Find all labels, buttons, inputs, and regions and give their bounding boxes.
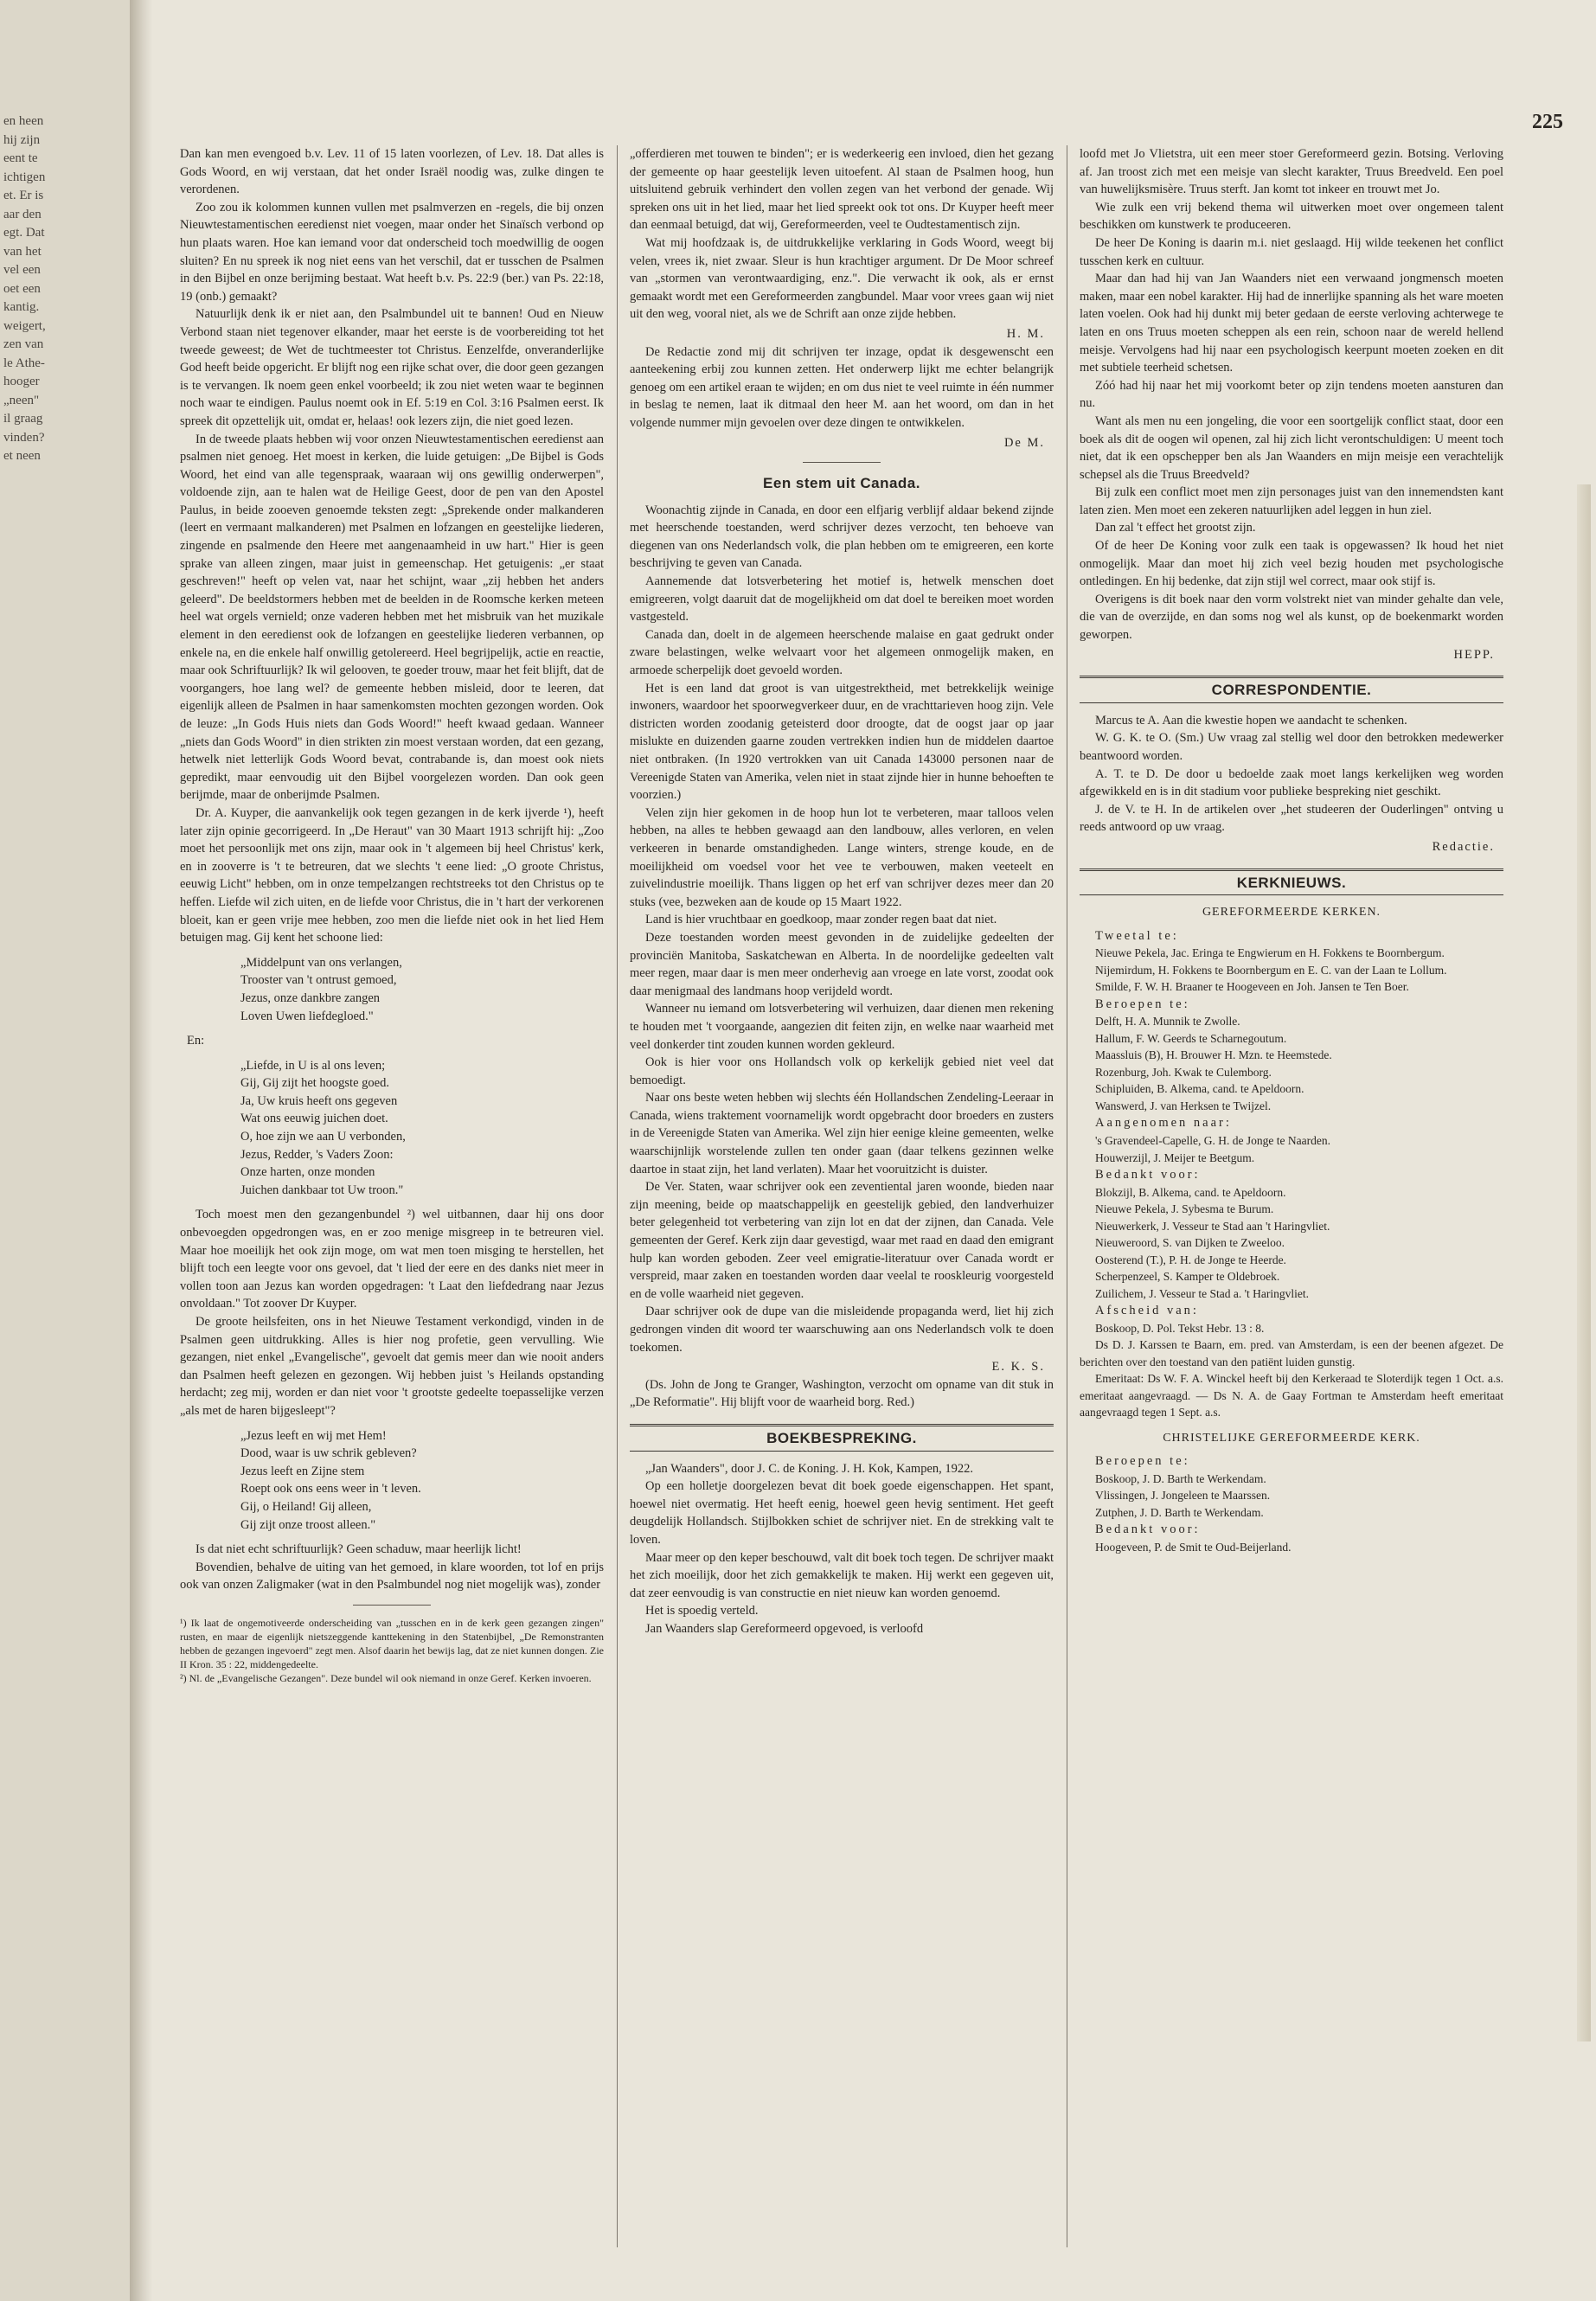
paragraph: Dr. A. Kuyper, die aanvankelijk ook tegen gezangen in de kerk ijverde ¹), heeft later zijn opinie gecorrigeerd. In „De Heraut" van 30 Maart 1913 schrijft hij: „Zoo moet het persoonlijk met ons zijn, maar ook in 't algemeen bij heel Christus' kerk, en in zooverre is 't te betreuren, dat we slechts 't eene lied: „O groote Christus, eeuwig Licht" hebben, om in onze tempelzangen rechtstreeks tot den Christus op te heffen. Liefde wil zich uiten, en de liefde voor Christus, die in 't hart der verkorenen bloeit, kan er geen vrije mee hebben, zoo men die liefde niet ook in het lied Hem betuigen mag. Gij kent het schoone lied: <box>180 805 604 945</box>
footnote: ²) Nl. de „Evangelische Gezangen". Deze bundel wil ook niemand in onze Geref. Kerken invoeren. <box>180 1671 592 1684</box>
footnotes <box>180 1616 604 1685</box>
list-item: Rozenburg, Joh. Kwak te Culemborg. <box>1095 1065 1272 1079</box>
poem-line: Jezus leeft en Zijne stem <box>240 1464 365 1478</box>
list-item: Nieuweroord, S. van Dijken te Zweeloo. <box>1095 1236 1285 1250</box>
poem-line: O, hoe zijn we aan U verbonden, <box>240 1130 406 1144</box>
list-item: Ds D. J. Karssen te Baarn, em. pred. van Amsterdam, is een der beenen afgezet. De berichten over den toestand van den patiënt luiden gunstig. <box>1080 1338 1503 1368</box>
list-item: Nieuwerkerk, J. Vesseur te Stad aan 't Haringvliet. <box>1095 1219 1330 1233</box>
paragraph: Land is hier vruchtbaar en goedkoop, maar zonder regen baat dat niet. <box>645 913 997 927</box>
list-item: Nijemirdum, H. Fokkens te Boornbergum en E. C. van der Laan te Lollum. <box>1095 963 1447 977</box>
footnote: ¹) Ik laat de ongemotiveerde onderscheiding van „tusschen en in de kerk geen gezangen zingen" rusten, en maar de eigenlijk nietszeggende kanttekening in den Statenbijbel, „De Remonstranten hebben de gezangen ingevoerd" zegt men. Alsof daarin het bewijs lag, dat ze niet kunnen dongen. Zie II Kron. 35 : 22, middengedeelte. <box>180 1616 604 1670</box>
signature: De M. <box>1003 435 1045 450</box>
paragraph: Wanneer nu iemand om lotsverbetering wil verhuizen, daar dienen men rekening te houden met 't voorgaande, aangezien dit feiten zijn, en welke naar waarheid met veel donkerder tint zouden kunnen worden gekleurd. <box>630 1002 1054 1052</box>
paragraph: „offerdieren met touwen te binden"; er is wederkeerig een invloed, dien het gezang der gemeente op haar geestelijk leven uitoefent. Al staan de Psalmen hoog, hun uitsluitend gebruik verhindert den vollen zegen van het verbond der genade. Wij spreken ons uit in het lied, maar het lied spreekt ook tot ons. Dr Kuyper heeft meer dan eenmaal betuigd, dat wij, Gereformeerden, veel te Oudtestamentisch zijn. <box>630 147 1054 233</box>
list-item: Delft, H. A. Munnik te Zwolle. <box>1095 1015 1240 1029</box>
subheading: CHRISTELIJKE GEREFORMEERDE KERK. <box>1163 1431 1420 1445</box>
paragraph: De Redactie zond mij dit schrijven ter inzage, opdat ik desgewenscht een aanteekening erbij zou kunnen zetten. Het onderwerp lijkt me echter belangrijk genoeg om een artikel eraan te wijden; en om dus niet te veel ruimte in één nummer in beslag te nemen, laat ik ditmaal den heer M. aan het woord, om dan in het volgende nummer mijn gevoelen over deze dingen te ontwikkelen. <box>630 344 1054 430</box>
divider <box>803 462 881 463</box>
paragraph: Bovendien, behalve de uiting van het gemoed, in klare woorden, tot lof en prijs ook van onzen Zaligmaker (wat in den Psalmbundel nog niet mogelijk was), zonder <box>180 1560 604 1593</box>
poem-line: Jezus, Redder, 's Vaders Zoon: <box>240 1147 394 1162</box>
paragraph: Aannemende dat lotsverbetering het motief is, hetwelk menschen doet emigreeren, volgt daaruit dat de mogelijkheid om dat doel te bereiken moet worden vastgesteld. <box>630 574 1054 625</box>
paragraph: Op een holletje doorgelezen bevat dit boek goede eigenschappen. Het spant, hoewel niet overmatig. Het heeft eenig, hoewel geen hevig sentiment. Het geeft deugdelijk Hollandsch. Stijlbokken schiet de schrijver niet. En de strekking valt te loven. <box>630 1479 1054 1547</box>
poem-line: Gij, Gij zijt het hoogste goed. <box>240 1076 389 1091</box>
emeritaat-notice: Emeritaat: Ds W. F. A. Winckel heeft bij den Kerkeraad te Sloterdijk tegen 1 Oct. a.s. emeritaat aangevraagd. — Ds N. A. de Gaay Fortman te Amsterdam heeft emeritaat aangevraagd tegen 1 Sept. a.s. <box>1080 1372 1503 1420</box>
list-item: Nieuwe Pekela, J. Sybesma te Burum. <box>1095 1202 1274 1216</box>
list-item: Boskoop, D. Pol. Tekst Hebr. 13 : 8. <box>1095 1321 1265 1335</box>
signature: HEPP. <box>1453 647 1495 662</box>
correspondence-item: J. de V. te H. In de artikelen over „het studeeren der Ouderlingen" ontving u reeds antwoord op uw vraag. <box>1080 802 1503 835</box>
poem-label: En: <box>187 1034 205 1048</box>
correspondence-item: A. T. te D. De door u bedoelde zaak moet langs kerkelijken weg worden afgewikkeld en is in dit stadium voor publieke bespreking niet geschikt. <box>1080 766 1503 799</box>
list-label: Tweetal te: <box>1095 928 1179 943</box>
margin-fragment: en heen hij zijn eent te ichtigen et. Er is aar den egt. Dat van het vel een oet een kantig. weigert, zen van le Athe- hooger „neen" il graag vinden? et neen <box>3 114 46 463</box>
poem-line: Roept ook ons eens weer in 't leven. <box>240 1482 421 1497</box>
poem-line: „Middelpunt van ons verlangen, <box>240 955 402 970</box>
poem-line: Ja, Uw kruis heeft ons gegeven <box>240 1093 398 1108</box>
list-item: Zutphen, J. D. Barth te Werkendam. <box>1095 1505 1264 1519</box>
list-label: Bedankt voor: <box>1095 1168 1201 1183</box>
list-item: Zuilichem, J. Vesseur te Stad a. 't Haringvliet. <box>1095 1286 1310 1300</box>
previous-page-edge <box>0 0 131 2301</box>
paragraph: Canada dan, doelt in de algemeen heerschende malaise en gaat gedrukt onder zware belastingen, welke welvaart voor het algemeen onmogelijk maken, en armoede scherpelijk doet gevoeld worden. <box>630 627 1054 678</box>
poem-line: Gij zijt onze troost alleen." <box>240 1517 376 1532</box>
paragraph: Wie zulk een vrij bekend thema wil uitwerken moet over ongemeen talent beschikken om kunstwerk te produceeren. <box>1080 200 1503 233</box>
list-label: Bedankt voor: <box>1095 1522 1201 1537</box>
list-label: Aangenomen naar: <box>1095 1116 1232 1131</box>
poem-line: „Liefde, in U is al ons leven; <box>240 1058 386 1073</box>
list-item: 's Gravendeel-Capelle, G. H. de Jonge te Naarden. <box>1095 1134 1330 1148</box>
list-item: Scherpenzeel, S. Kamper te Oldebroek. <box>1095 1270 1280 1284</box>
poem-2 <box>240 1057 604 1200</box>
page-fold <box>130 0 152 2301</box>
paragraph: Bij zulk een conflict moet men zijn personages juist van den innemendsten kant laten zien. Men moet een zekeren natuurlijken adel leggen in hun ziel. <box>1080 485 1503 517</box>
list-item: Houwerzijl, J. Meijer te Beetgum. <box>1095 1150 1255 1164</box>
book-title: „Jan Waanders", door J. C. de Koning. J. H. Kok, Kampen, 1922. <box>645 1461 974 1476</box>
signature: E. K. S. <box>991 1360 1045 1375</box>
poem-line: Loven Uwen liefdegloed." <box>240 1009 374 1023</box>
poem-line: „Jezus leeft en wij met Hem! <box>240 1428 387 1443</box>
list-item: Wanswerd, J. van Herksen te Twijzel. <box>1095 1099 1272 1112</box>
list-label: Afscheid van: <box>1095 1304 1199 1318</box>
paragraph: Het is spoedig verteld. <box>645 1604 759 1618</box>
paragraph: Zoo zou ik kolommen kunnen vullen met psalmverzen en -regels, die bij onzen Nieuwtestamentischen eeredienst niet voegen, maar onder het Sinaïsch verbond op hun plaats waren. Hoe kan iemand voor dat onderscheid toch moedwillig de oogen sluiten? En nu spreek ik nog niet eens van het verschil, dat er tusschen de Psalmen in den Bijbel en onze berijming bestaat. Wat heeft b.v. Ps. 22:9 (ber.) van Ps. 22:18, 19 (onb.) gemaakt? <box>180 200 604 304</box>
paragraph: Daar schrijver ook de dupe van die misleidende propaganda werd, liet hij zich gedrongen vinden dit woord ter waarschuwing aan ons Nederlandsch volk te doen toekomen. <box>630 1304 1054 1355</box>
paragraph: Het is een land dat groot is van uitgestrektheid, met betrekkelijk weinige inwoners, waardoor het spoorwegverkeer duur, en de vrachttarieven hoog zijn. Vele districten worden zoodanig geteisterd door droogte, dat de oogst jaar op jaar mislukte en duizenden gaarne zouden vertrekken indien hun de middelen daartoe niet ontbraken. (In 1920 vertrokken van uit Canada 143000 personen naar de Vereenigde Staten van Amerika, velen niet in staat zijnde hier in hunne behoeften te voorzien.) <box>630 681 1054 803</box>
paragraph: Want als men nu een jongeling, die voor een soortgelijk conflict staat, door een boek als dit de oogen wil openen, zal hij zich licht verontschuldigen: U meent toch niet, dat ik een opschepper ben als Jan Waanders en mijn meisje een verachtelijk schepsel als die Truus Breedveld? <box>1080 413 1503 482</box>
section-heading-kerknieuws: KERKNIEUWS. <box>1080 868 1503 896</box>
list-item: Boskoop, J. D. Barth te Werkendam. <box>1095 1471 1266 1485</box>
paragraph: Zóó had hij naar het mij voorkomt beter op zijn tendens moeten aansturen dan nu. <box>1080 378 1503 411</box>
paragraph: Dan zal 't effect het grootst zijn. <box>1095 521 1256 535</box>
paragraph: Overigens is dit boek naar den vorm volstrekt niet van minder gehalte dan vele, die van de overzijde, en dan soms nog wel als kunst, op de boekenmarkt worden geworpen. <box>1080 592 1503 643</box>
list-item: Smilde, F. W. H. Braaner te Hoogeveen en Joh. Jansen te Ten Boer. <box>1095 980 1409 994</box>
paragraph: Velen zijn hier gekomen in de hoop hun lot te verbeteren, maar talloos velen hebben, na alles te hebben gewaagd aan den landbouw, alles verloren, en velen verkeeren in benarde omstandigheden. Lange winters, strenge koude, en de moeilijkheid om voedsel voor het vee te verbouwen, maken veeteelt en zuivelindustrie moeilijk. Thans liggen op het erf van schrijver dezes meer dan 20 stuks (vee, bezweken aan de koude op 15 Maart 1922. <box>630 805 1054 909</box>
paragraph: In de tweede plaats hebben wij voor onzen Nieuwtestamentischen eeredienst aan psalmen niet genoeg. Het moest in kerken, die luide getuigen: „De Bijbel is Gods Woord, het eind van alle tegenspraak, waaraan wij ons gewillig onderwerpen", voldoende zijn, aan te halen wat de Heilige Geest, door de pen van den Apostel Paulus, in beide zooeven genoemde teksten zegt: „Sprekende onder malkanderen (leert en vermaant malkanderen) met Psalmen en lofzangen en geestelijke liederen, zingende en psalmende den Heere met aangenaamheid in uw hart." Hier is geen sprake van alleen zingen, maar juist in gemeenschap. Het getuigenis: „er staat geschreven!" heeft op velen vat, naar het schijnt, waar „zij hebben het anders geleerd". De beeldstormers hebben met de beelden in de Roomsche kerken meteen heel wat orgels vernield; onze vaderen hebben met het misbruik van het muzikale element in den eeredienst ook de lofzangen en geestelijke liederen verbannen, op enkele na, en die enkele half onwillig getolereerd. Heel begrijpelijk, actie en reactie, maar ook Schriftuurlijk? Ik wil gelooven, te goeder trouw, maar het feit blijft, dat de voorgangers, hoe lang wel? de gemeente hebben misleid, door te leeren, dat eigenlijk alleen de Psalmen in haar samenkomsten mochten gezongen worden. Ook de leuze: „In Gods Huis niets dan Gods Woord!" heeft kwaad gedaan. Wanneer „niets dan Gods Woord" in dien strikten zin moest verstaan worden, dat een gezang, hetwelk niet letterlijk Gods Woord bevat, contrabande is, dan moest ook niets gepredikt, maar eenvoudig uit den Bijbel voorgelezen worden. Dan ook geen berijmde, maar de onberijmde Psalmen. <box>180 432 604 803</box>
section-heading-canada: Een stem uit Canada. <box>763 475 920 492</box>
paragraph: loofd met Jo Vlietstra, uit een meer stoer Gereformeerd gezin. Botsing. Verloving af. Jan troost zich met een meisje van slecht karakter, Truus Breedveld. Een poel van huwelijksmisère. Truus sterft. Jan komt tot inkeer en trouwt met Jo. <box>1080 147 1503 197</box>
section-heading-boekbespreking: BOEKBESPREKING. <box>630 1424 1054 1452</box>
page-number: 225 <box>1532 111 1563 133</box>
list-item: Oosterend (T.), P. H. de Jonge te Heerde. <box>1095 1253 1286 1266</box>
poem-1 <box>240 954 604 1025</box>
binding-tape <box>1577 484 1591 2041</box>
paragraph: Wat mij hoofdzaak is, de uitdrukkelijke verklaring in Gods Woord, weegt bij velen, vrees ik, niet zwaar. Sleur is hun krachtiger argument. Dr De Moor schreef van „stormen van verontwaardiging, enz.". Die verwacht ik ook, als er ernst gemaakt wordt met een Gereformeerden zangbundel. Maar voor vrees gaan wij niet uit den weg, vooral niet, als we de Schrift aan onze zijde hebben. <box>630 235 1054 322</box>
list-item: Nieuwe Pekela, Jac. Eringa te Engwierum en H. Fokkens te Boornbergum. <box>1095 946 1445 960</box>
list-label: Beroepen te: <box>1095 1454 1190 1469</box>
poem-line: Wat ons eeuwig juichen doet. <box>240 1112 388 1126</box>
paragraph: Maar dan had hij van Jan Waanders niet een verwaand jongmensch moeten maken, maar een nobel karakter. Hij had de innerlijke spanning als het ware moeten laten voelen. Ook had hij dunkt mij beter gedaan de eerste verloving achterwege te laten en ons Truus moeten scheppen als een rein, schoon naar de wereld hellend meisje. Vervolgens had hij naar een psychologisch keerpunt moeten zoeken en dit met subtiele teerheid schetsen. <box>1080 272 1503 375</box>
list-label: Beroepen te: <box>1095 997 1190 1011</box>
paragraph: Dan kan men evengoed b.v. Lev. 11 of 15 laten voorlezen, of Lev. 18. Dat alles is Gods Woord, en wij verstaan, dat het onder Israël noodig was, zulke dingen te verordenen. <box>180 147 604 197</box>
poem-line: Jezus, onze dankbre zangen <box>240 990 381 1005</box>
list-item: Maassluis (B), H. Brouwer H. Mzn. te Heemstede. <box>1095 1048 1332 1062</box>
list-item: Hallum, F. W. Geerds te Scharnegoutum. <box>1095 1031 1287 1045</box>
poem-line: Gij, o Heiland! Gij alleen, <box>240 1499 372 1514</box>
poem-line: Juichen dankbaar tot Uw troon." <box>240 1183 404 1197</box>
signature: Redactie. <box>1432 839 1495 854</box>
paragraph: Woonachtig zijnde in Canada, en door een elfjarig verblijf aldaar bekend zijnde met heerschende toestanden, werd schrijver dezes verzocht, ten behoeve van diegenen van ons Nederlandsch volk, die plan hebben om te emigreeren, een korte beschrijving te geven van Canada. <box>630 503 1054 571</box>
poem-line: Dood, waar is uw schrik gebleven? <box>240 1446 417 1461</box>
column-3 <box>1080 145 1503 2239</box>
paragraph: Toch moest men den gezangenbundel ²) wel uitbannen, daar hij ons door onbevoegden opgedrongen was, en er zoo menige misgreep in te betreuren viel. Maar hoe moeilijk het ook zijn moge, om wat men toen misging te herstellen, het blijft toch een leegte voor ons gevoel, dat 't lied der eere en des danks niet meer in vollen toon aan Jezus kan worden opgedragen: 't Laat den liefdedrang naar Jezus onvoldaan." Tot zoover Dr Kuyper. <box>180 1208 604 1311</box>
paragraph: Maar meer op den keper beschouwd, valt dit boek toch tegen. De schrijver maakt het zich moeilijk, door het zich gemakkelijk te maken. Hij werkt een gegeven uit, dat zeer eenvoudig is van constructie en niet nieuw kan worden genoemd. <box>630 1550 1054 1600</box>
paragraph: Deze toestanden worden meest gevonden in de zuidelijke gedeelten der provinciën Manitoba, Saskatchewan en Alberta. In de noordelijke gedeelten valt meer regen, maar daar is men meer onderhevig aan vroege en late vorst, zoodat ook daar menigmaal des landmans hoop verijdeld wordt. <box>630 930 1054 998</box>
subheading: GEREFORMEERDE KERKEN. <box>1202 906 1381 920</box>
paragraph: De heer De Koning is daarin m.i. niet geslaagd. Hij wilde teekenen het conflict tusschen kerk en cultuur. <box>1080 235 1503 268</box>
list-item: Vlissingen, J. Jongeleen te Maarssen. <box>1095 1489 1271 1503</box>
signature: H. M. <box>1006 326 1045 341</box>
paragraph: De Ver. Staten, waar schrijver ook een zeventiental jaren woonde, bieden naar zijn meening, beide op maatschappelijk en geestelijk gebied, den landverhuizer beter gelegenheid tot verbetering van zijn lot en dat der zijnen, dan Canada. Vele gemeenten der Geref. Kerk zijn daar gevestigd, waar met raad en daad den emigrant hulp kan worden geboden. Zeer veel emigratie-literatuur over Canada wordt er verspreid, maar zaken en toestanden worden daar veelal te rooskleurig voorgesteld en de volle waarheid niet gegeven. <box>630 1180 1054 1301</box>
column-2 <box>630 145 1054 2239</box>
list-item: Blokzijl, B. Alkema, cand. te Apeldoorn. <box>1095 1185 1286 1199</box>
paragraph: Of de heer De Koning voor zulk een taak is opgewassen? Ik houd het niet onmogelijk. Maar dan moet hij zich veel bezig houden met psychologische ontledingen. En hij bedenke, dat zijn stijl wel correct, maar ook stijf is. <box>1080 539 1503 589</box>
paragraph: De groote heilsfeiten, ons in het Nieuwe Testament verkondigd, vinden in de Psalmen geen uitdrukking. Alles is hier nog profetie, geen vervulling. Wie gezangen, niet enkel „Evangelische", gevoelt dat gemis meer dan wie nooit anders dan Psalmen heeft gelezen en gezongen. Wij hebben juist 's Heilands opstanding herdacht; zeg mij, worden er dan niet voor 't grootste gedeelte toepasselijke verzen „als met de haren bijgesleept"? <box>180 1315 604 1418</box>
column-rule <box>617 145 618 2247</box>
editor-note: (Ds. John de Jong te Granger, Washington, verzocht om opname van dit stuk in „De Reformatie". Hij blijft voor de waarheid borg. Red.) <box>630 1377 1054 1410</box>
paragraph: Natuurlijk denk ik er niet aan, den Psalmbundel uit te bannen! Oud en Nieuw Verbond staan niet tegenover elkander, maar het eerste is de voorbereiding tot het tweede geweest; de Wet de tuchtmeester tot Christus. Eenzelfde, onveranderlijke God heeft beide opgericht. Er blijft nog een rijke schat over, die door geen gezangen is te vervangen. Ik noem geen enkel voorbeeld; ik zou niet weten waar te beginnen noch waar te eindigen. Paulus noemt ook in Ef. 5:19 en Col. 3:16 Psalmen eerst. Ik spreek dit opzettelijk uit, omdat er, helaas! ook lezers zijn, die niet goed lezen. <box>180 307 604 428</box>
paragraph: Ook is hier voor ons Hollandsch volk op kerkelijk gebied niet veel dat bemoedigt. <box>630 1055 1054 1087</box>
list-item: Schipluiden, B. Alkema, cand. te Apeldoorn. <box>1095 1082 1304 1096</box>
divider <box>353 1605 431 1606</box>
paragraph: Jan Waanders slap Gereformeerd opgevoed, is verloofd <box>645 1621 924 1636</box>
paragraph: Is dat niet echt schriftuurlijk? Geen schaduw, maar heerlijk licht! <box>195 1542 522 1557</box>
poem-3 <box>240 1427 604 1535</box>
correspondence-item: W. G. K. te O. (Sm.) Uw vraag zal stellig wel door den betrokken medewerker beantwoord worden. <box>1080 731 1503 763</box>
section-heading-correspondentie: CORRESPONDENTIE. <box>1080 676 1503 703</box>
newspaper-page <box>152 0 1596 2301</box>
paragraph: Naar ons beste weten hebben wij slechts één Hollandschen Zendeling-Leeraar in Canada, wiens traktement voornamelijk wordt opgebracht door broeders en zusters in de Vereenigde Staten van Amerika. Wel zijn hier eenige kleine gemeenten, welke waarschijnlijk worstelende zullen ten onder gaan (daar telkens gezinnen welke daartoe in staat zijn, het land verlaten). Maar het vooruitzicht is duister. <box>630 1091 1054 1176</box>
correspondence-item: Marcus te A. Aan die kwestie hopen we aandacht te schenken. <box>1095 713 1407 727</box>
poem-line: Onze harten, onze monden <box>240 1165 375 1180</box>
list-item: Hoogeveen, P. de Smit te Oud-Beijerland. <box>1095 1541 1292 1554</box>
poem-line: Trooster van 't ontrust gemoed, <box>240 973 397 988</box>
column-1 <box>180 145 604 2239</box>
